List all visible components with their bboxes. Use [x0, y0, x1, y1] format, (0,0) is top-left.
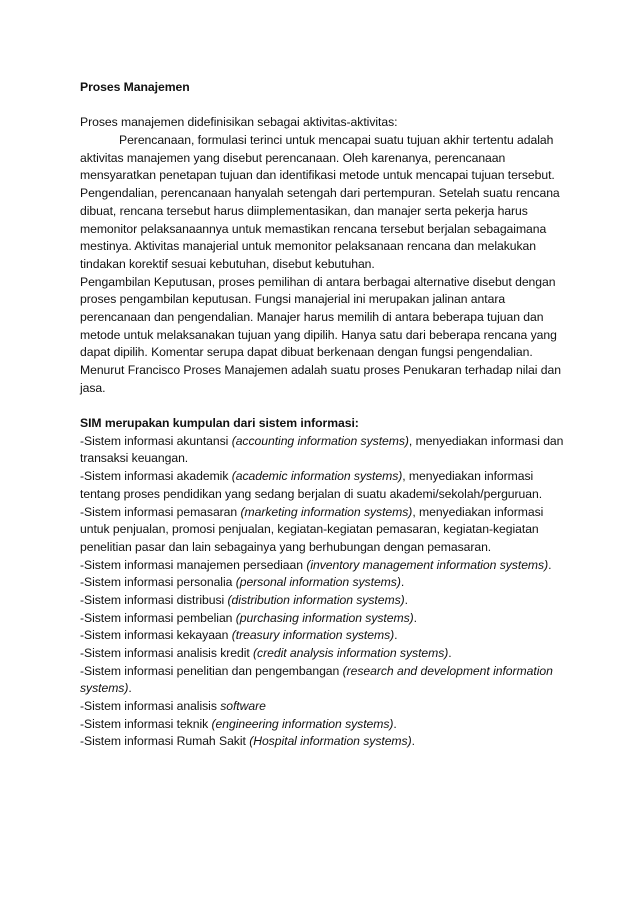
list-item-suffix: . [448, 646, 452, 660]
list-item-text: -Sistem informasi analisis kredit [80, 646, 254, 660]
sim-list [80, 433, 564, 751]
list-item [80, 645, 560, 663]
list-item-text: -Sistem informasi pemasaran [80, 504, 241, 519]
list-item [80, 486, 560, 504]
list-item-suffix: . [411, 734, 415, 749]
text-line: dibuat, rencana tersebut harus diimplementasikan, dan manajer serta pekerja harus [80, 203, 528, 218]
list-item-text: -Sistem informasi akuntansi [80, 433, 232, 448]
list-item-suffix: . [393, 716, 397, 731]
list-item [80, 627, 560, 645]
list-item [80, 698, 560, 716]
list-item-suffix: , menyediakan informasi [412, 504, 544, 519]
text-line: Menurut Francisco Proses Manajemen adalah suatu proses Penukaran terhadap nilai dan [80, 363, 561, 377]
proses-paragraphs [80, 132, 560, 397]
list-item-text: -Sistem informasi teknik [80, 716, 212, 731]
list-item [80, 468, 560, 486]
list-item-english-term: (personal information systems) [235, 575, 401, 590]
list-item-suffix: . [394, 628, 398, 643]
spacer [80, 397, 560, 415]
text-line: dapat dipilih. Komentar serupa dapat dibuat berkenaan dengan fungsi pengendalian. [80, 345, 533, 360]
text-line: Pengambilan Keputusan, proses pemilihan di antara berbagai alternative disebut dengan [80, 274, 556, 289]
text-line: mestinya. Aktivitas manajerial untuk memonitor pelaksanaan rencana dan melakukan [80, 239, 536, 254]
text-line: Pengendalian, perencanaan hanyalah setengah dari pertempuran. Setelah suatu rencana [80, 186, 560, 201]
text-line: aktivitas manajemen yang disebut perencanaan. Oleh karenanya, perencanaan [80, 150, 506, 165]
list-item-text: penelitian pasar dan lain sebagainya yang berhubungan dengan pemasaran. [80, 539, 492, 554]
list-item-english-term: (purchasing information systems) [235, 610, 414, 625]
text-line: mensyaratkan penetapan tujuan dan identifikasi metode untuk mencapai tujuan tersebut. [80, 168, 555, 183]
list-item [80, 592, 560, 610]
page-title: Proses Manajemen [80, 80, 190, 94]
spacer [80, 97, 560, 115]
list-item-text: -Sistem informasi personalia [80, 575, 236, 590]
list-item-text: tentang proses pendidikan yang sedang berjalan di suatu akademi/sekolah/perguruan. [80, 486, 543, 501]
list-item-text: -Sistem informasi distribusi [80, 592, 228, 607]
document-page [80, 79, 564, 751]
list-item-text: -Sistem informasi penelitian dan pengembangan [80, 663, 343, 678]
text-line: tindakan korektif sesuai kebutuhan, disebut kebutuhan. [80, 256, 375, 271]
list-item-suffix: . [413, 610, 417, 625]
list-item-english-term: (Hospital information systems) [249, 734, 412, 749]
list-item [80, 539, 560, 557]
text-line: perencanaan dan pengendalian. Manajer harus memilih di antara beberapa tujuan dan [80, 309, 544, 324]
text-line: memonitor pelaksanaannya untuk memastikan rencana tersebut berjalan sebagaimana [80, 221, 547, 236]
text-line: metode untuk melaksanakan tujuan yang dipilih. Hanya satu dari beberapa rencana yang [80, 327, 557, 342]
list-item-english-term: (inventory management information systems) [306, 557, 549, 572]
list-item [80, 504, 560, 522]
list-item [80, 521, 560, 539]
sim-heading: SIM merupakan kumpulan dari sistem informasi: [80, 416, 359, 431]
list-item [80, 557, 560, 575]
list-item [80, 450, 560, 468]
list-item-english-term: systems) [80, 681, 129, 696]
list-item-english-term: (engineering information systems) [211, 716, 394, 731]
list-item-english-term: (academic information systems) [231, 469, 403, 484]
list-item-english-term: (credit analysis information systems) [253, 646, 449, 660]
list-item-suffix: , menyediakan informasi [402, 469, 534, 484]
list-item-suffix: , menyediakan informasi dan [408, 433, 564, 448]
list-item-english-term: (accounting information systems) [231, 433, 409, 448]
list-item [80, 574, 560, 592]
list-item-text: -Sistem informasi pembelian [80, 610, 236, 625]
list-item [80, 663, 560, 681]
text-line: proses pengambilan keputusan. Fungsi manajerial ini merupakan jalinan antara [80, 292, 506, 307]
list-item-text: -Sistem informasi akademik [80, 469, 232, 484]
list-item-suffix: . [404, 592, 408, 607]
list-item-text: transaksi keuangan. [80, 451, 189, 466]
list-item-text: untuk penjualan, promosi penjualan, kegiatan-kegiatan pemasaran, kegiatan-kegiatan [80, 522, 539, 537]
list-item-suffix: . [128, 681, 132, 696]
list-item-text: -Sistem informasi kekayaan [80, 628, 232, 643]
list-item-english-term: (research and development information [342, 663, 553, 678]
list-item-english-term: (distribution information systems) [227, 592, 405, 607]
text-line: jasa. [80, 380, 106, 395]
list-item [80, 716, 560, 734]
list-item-text: -Sistem informasi Rumah Sakit [80, 734, 250, 749]
proses-intro: Proses manajemen didefinisikan sebagai aktivitas-aktivitas: [80, 115, 398, 130]
list-item-english-term: (treasury information systems) [231, 628, 395, 643]
list-item-suffix: . [548, 557, 552, 572]
list-item [80, 433, 564, 451]
list-item [80, 610, 560, 628]
list-item [80, 680, 560, 698]
text-line: Perencanaan, formulasi terinci untuk mencapai suatu tujuan akhir tertentu adalah [119, 133, 554, 148]
list-item-english-term: software [220, 699, 266, 714]
list-item [80, 733, 560, 751]
list-item-text: -Sistem informasi analisis [80, 699, 221, 714]
list-item-text: -Sistem informasi manajemen persediaan [80, 557, 307, 572]
list-item-suffix: . [400, 575, 405, 590]
list-item-english-term: (marketing information systems) [240, 504, 413, 519]
